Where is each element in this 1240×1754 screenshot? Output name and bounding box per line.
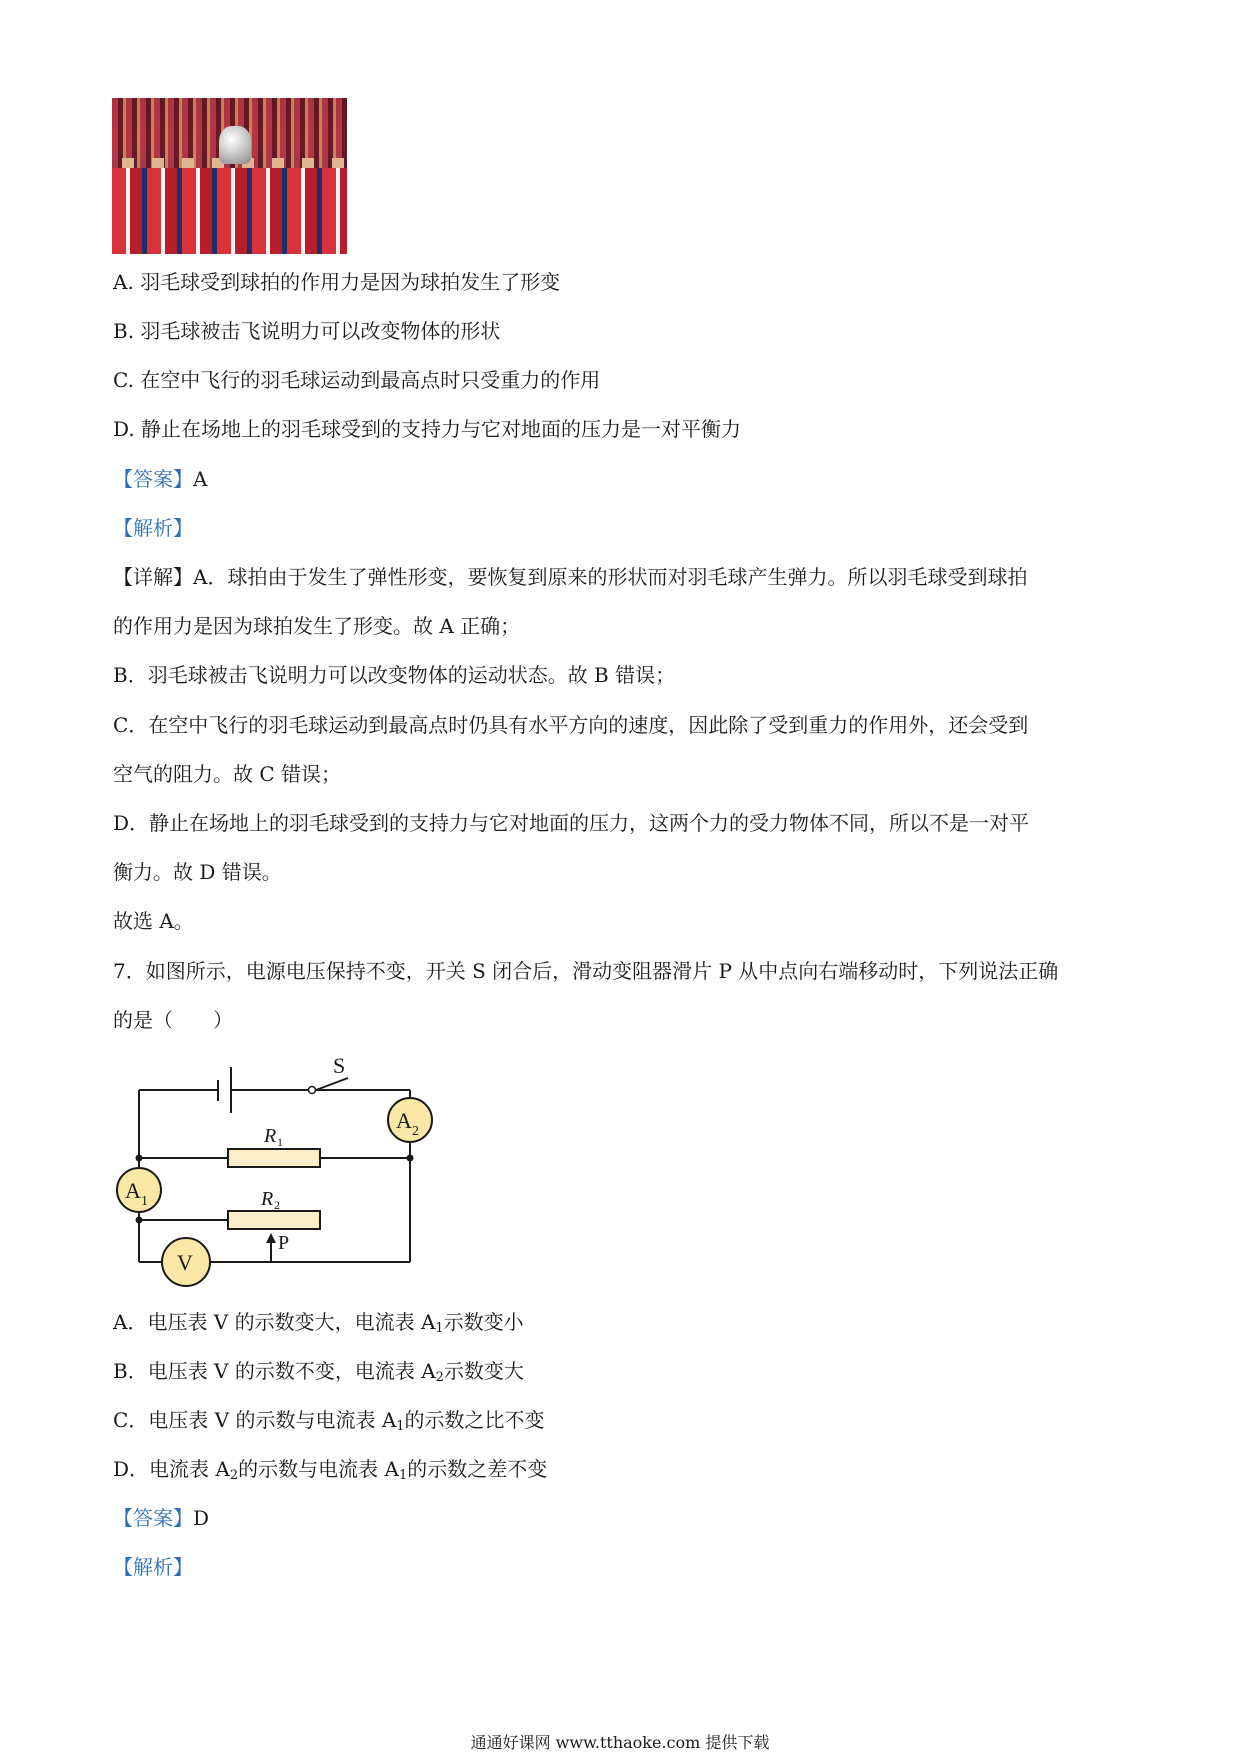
- q7-option-c: [113, 1406, 545, 1434]
- q7-stem-line-2: 的是（ ）: [113, 1008, 233, 1032]
- answer-tag: 【答案】: [113, 1506, 193, 1530]
- option-text: 的示数之比不变: [404, 1408, 545, 1432]
- a2-subscript: 2: [412, 1124, 419, 1139]
- q6-analysis-tag: [113, 514, 193, 542]
- slider-label: P: [278, 1232, 290, 1254]
- q6-detail-line-7: 衡力。故 D 错误。: [113, 860, 282, 884]
- answer-tag: 【答案】: [113, 467, 193, 491]
- r2-label: R: [261, 1188, 274, 1210]
- detail-tag: 【详解】: [113, 565, 193, 589]
- slider-arrow-icon: [266, 1233, 276, 1243]
- junction-dot: [136, 1217, 143, 1224]
- q6-detail-line-1: [113, 563, 1027, 591]
- v-label: V: [177, 1250, 193, 1275]
- answer-value: D: [193, 1506, 210, 1530]
- junction-dot: [136, 1155, 143, 1162]
- circuit-diagram: [108, 1045, 468, 1305]
- option-text: B．电压表 V 的示数不变，电流表 A: [113, 1359, 436, 1383]
- badminton-team-photo: [112, 98, 347, 254]
- q6-detail-line-5: 空气的阻力。故 C 错误；: [113, 762, 342, 786]
- trophy-icon: [219, 126, 251, 164]
- q6-option-c: C. 在空中飞行的羽毛球运动到最高点时只受重力的作用: [113, 368, 601, 392]
- switch-terminal: [309, 1087, 316, 1094]
- option-subscript: 1: [398, 1468, 408, 1483]
- r1-label: R: [264, 1125, 277, 1147]
- option-subscript: 2: [435, 1370, 444, 1385]
- junction-dot: [407, 1155, 414, 1162]
- q6-detail-line-4: C．在空中飞行的羽毛球运动到最高点时仍具有水平方向的速度，因此除了受到重力的作用外，还会受到: [113, 713, 1029, 737]
- q7-option-d: [113, 1455, 547, 1483]
- resistor-r1: [228, 1149, 320, 1167]
- q6-detail-line-3: B．羽毛球被击飞说明力可以改变物体的运动状态。故 B 错误；: [113, 663, 676, 687]
- r2-subscript: 2: [274, 1198, 280, 1212]
- q7-answer: [113, 1504, 209, 1532]
- option-text: C．电压表 V 的示数与电流表 A: [113, 1408, 397, 1432]
- switch-blade: [316, 1078, 348, 1090]
- option-subscript: 2: [229, 1468, 239, 1483]
- q6-detail-line-2: 的作用力是因为球拍发生了形变。故 A 正确；: [113, 614, 521, 638]
- q6-option-b: B. 羽毛球被击飞说明力可以改变物体的形状: [113, 319, 501, 343]
- answer-value: A: [193, 467, 208, 491]
- q6-answer: [113, 465, 207, 493]
- option-text: 示数变小: [443, 1310, 524, 1334]
- option-text: 的示数之差不变: [407, 1457, 548, 1481]
- q7-analysis-tag: [113, 1553, 193, 1581]
- option-subscript: 1: [396, 1419, 405, 1434]
- detail-text: A．球拍由于发生了弹性形变，要恢复到原来的形状而对羽毛球产生弹力。所以羽毛球受到球拍: [193, 565, 1028, 589]
- a1-label: A: [125, 1178, 141, 1203]
- q6-conclusion: 故选 A。: [113, 909, 194, 933]
- q6-option-d: D. 静止在场地上的羽毛球受到的支持力与它对地面的压力是一对平衡力: [113, 417, 742, 441]
- analysis-tag: 【解析】: [113, 1555, 193, 1579]
- photo-players: [112, 168, 347, 254]
- q7-option-b: [113, 1357, 524, 1385]
- a1-subscript: 1: [141, 1194, 148, 1209]
- switch-label: S: [333, 1053, 346, 1078]
- resistor-r2: [228, 1211, 320, 1229]
- option-text: A．电压表 V 的示数变大，电流表 A: [113, 1310, 436, 1334]
- q7-stem-line-1: 7．如图所示，电源电压保持不变，开关 S 闭合后，滑动变阻器滑片 P 从中点向右端移动时，下列说法正确: [113, 959, 1059, 983]
- q7-option-a: [113, 1308, 524, 1336]
- page-footer: 通通好课网 www.tthaoke.com 提供下载: [470, 1733, 770, 1752]
- option-text: 的示数与电流表 A: [238, 1457, 399, 1481]
- option-text: D．电流表 A: [113, 1457, 230, 1481]
- r1-subscript: 1: [277, 1135, 283, 1149]
- option-subscript: 1: [435, 1321, 444, 1336]
- q6-detail-line-6: D．静止在场地上的羽毛球受到的支持力与它对地面的压力，这两个力的受力物体不同，所以不是一对平: [113, 811, 1030, 835]
- a2-label: A: [396, 1108, 412, 1133]
- option-text: 示数变大: [443, 1359, 524, 1383]
- q6-option-a: A. 羽毛球受到球拍的作用力是因为球拍发生了形变: [113, 270, 561, 294]
- analysis-tag: 【解析】: [113, 516, 193, 540]
